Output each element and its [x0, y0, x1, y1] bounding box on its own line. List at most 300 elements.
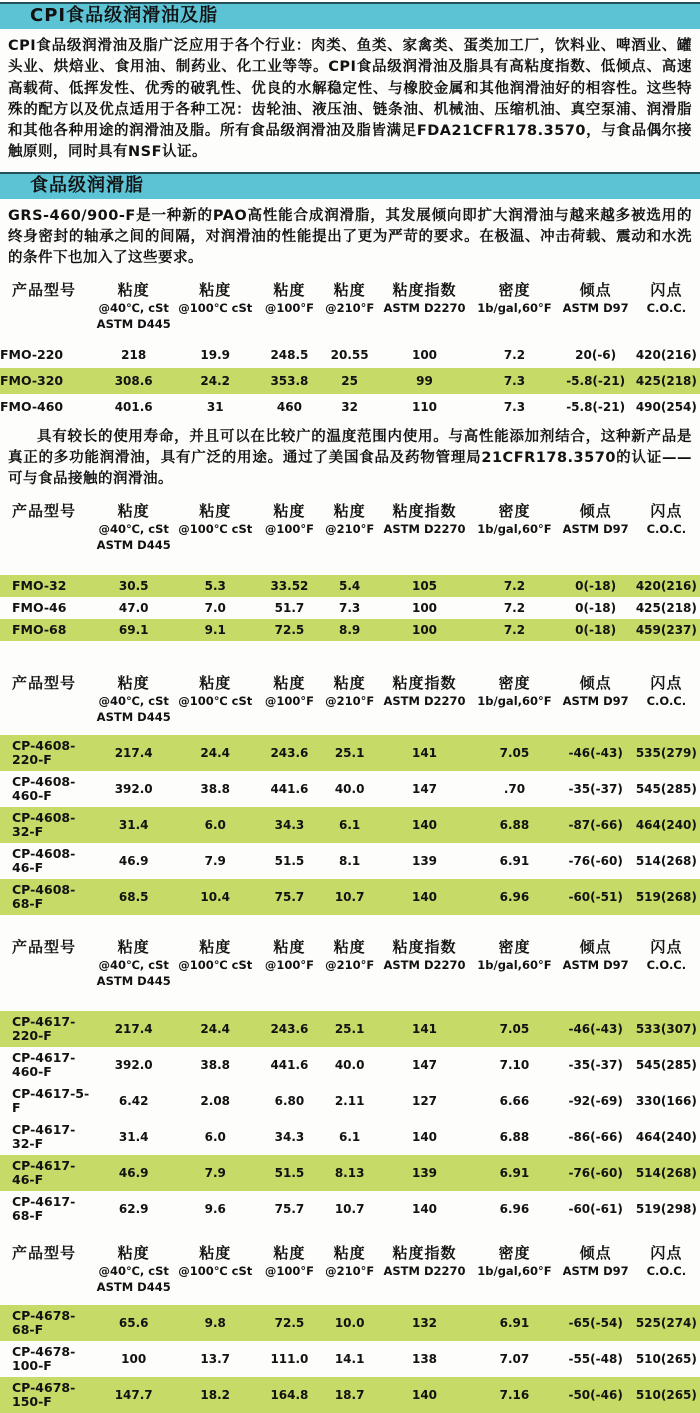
- column-header: [321, 499, 379, 575]
- column-header-sublabel: @100℃ cSt: [178, 521, 253, 536]
- column-header-sublabel: 1b/gal,60°F: [477, 693, 552, 708]
- column-header-sublabel: ASTM D97: [562, 957, 629, 972]
- column-header: [559, 935, 633, 1011]
- product-model-cell: CP-4617-5-F: [12, 1085, 90, 1115]
- column-header-sublabel: C.O.C.: [646, 521, 687, 536]
- column-header-sublabel: @40℃, cSt: [98, 693, 169, 708]
- column-header: [470, 1241, 558, 1305]
- column-header: [95, 671, 172, 735]
- column-header-sublabel: C.O.C.: [646, 957, 687, 972]
- spec-value-cell: 31.4: [118, 1129, 149, 1144]
- column-header: [95, 278, 172, 342]
- column-header-label: 闪点: [650, 1243, 683, 1262]
- column-header-row: [0, 935, 700, 1011]
- column-header: [172, 671, 258, 735]
- spec-value-cell: 0(-18): [575, 600, 617, 615]
- column-header-sublabel: ASTM D2270: [383, 957, 466, 972]
- spec-value-cell: -76(-60): [568, 853, 623, 868]
- product-model-cell: FMO-32: [12, 577, 67, 593]
- column-header-sublabel: ASTM D97: [562, 521, 629, 536]
- product-model-cell: CP-4678-68-F: [12, 1307, 76, 1337]
- spec-value-cell: 72.5: [274, 622, 305, 637]
- column-header-sublabel: 1b/gal,60°F: [477, 521, 552, 536]
- spec-value-cell: 30.5: [118, 578, 149, 593]
- product-model-cell: CP-4678-100-F: [12, 1343, 76, 1373]
- column-header-sublabel: ASTM D2270: [383, 693, 466, 708]
- column-header-label: 粘度: [273, 1243, 306, 1262]
- spec-value-cell: 10.7: [334, 1201, 365, 1216]
- spec-value-cell: 51.5: [274, 1165, 305, 1180]
- column-header-sublabel: ASTM D97: [562, 1263, 629, 1278]
- spec-value-cell: 392.0: [114, 1057, 153, 1072]
- spec-value-cell: 5.4: [338, 578, 361, 593]
- column-header: [633, 935, 700, 1011]
- spec-table-cp4608: [0, 671, 700, 915]
- column-header: [559, 278, 633, 342]
- column-header: [379, 1241, 471, 1305]
- column-header-label: 产品型号: [12, 1243, 77, 1262]
- spec-value-cell: 7.10: [499, 1057, 530, 1072]
- spec-value-cell: 141: [411, 745, 438, 760]
- spec-value-cell: 24.4: [200, 745, 231, 760]
- column-header-label: 密度: [498, 501, 531, 520]
- spec-value-cell: 243.6: [270, 1021, 309, 1036]
- spec-value-cell: 10.0: [334, 1315, 365, 1330]
- column-header-sublabel: @100°F: [264, 300, 314, 315]
- spec-value-cell: 545(285): [635, 781, 697, 796]
- column-header-sublabel: @100°F: [264, 693, 314, 708]
- spec-value-cell: 9.8: [204, 1315, 226, 1330]
- spec-value-cell: 38.8: [200, 1057, 231, 1072]
- spec-value-cell: 47.0: [118, 600, 149, 615]
- spec-table-fmo-light: [0, 499, 700, 641]
- spec-value-cell: 20(-6): [575, 347, 617, 362]
- spec-value-cell: 140: [411, 1387, 438, 1402]
- column-header: [172, 935, 258, 1011]
- column-header: [321, 278, 379, 342]
- mid-paragraph: 具有较长的使用寿命，并且可以在比较广的温度范围内使用。与高性能添加剂结合，这种新产品是真正的多功能润滑油，具有广泛的用途。通过了美国食品及药物管理局21CFR178.3570的认证——可与食品接触的润滑油。: [8, 428, 692, 488]
- spec-value-cell: 7.2: [503, 600, 526, 615]
- spec-value-cell: 441.6: [270, 1057, 309, 1072]
- column-header: [172, 278, 258, 342]
- spec-value-cell: 75.7: [274, 1201, 305, 1216]
- column-header-label: 粘度: [117, 937, 150, 956]
- spec-value-cell: 6.1: [338, 817, 361, 832]
- column-header: [559, 671, 633, 735]
- spec-value-cell: 140: [411, 889, 438, 904]
- spec-value-cell: 7.3: [338, 600, 361, 615]
- column-header-product-model: [0, 278, 95, 342]
- spec-value-cell: 9.1: [204, 622, 226, 637]
- table-row: [0, 394, 700, 420]
- column-header-label: 密度: [498, 1243, 531, 1262]
- column-header: [470, 499, 558, 575]
- column-header-label: 粘度: [273, 673, 306, 692]
- spec-value-cell: 7.9: [204, 1165, 226, 1180]
- column-header: [559, 1241, 633, 1305]
- spec-value-cell: 441.6: [270, 781, 309, 796]
- spec-value-cell: 46.9: [118, 1165, 149, 1180]
- spec-value-cell: -87(-66): [568, 817, 623, 832]
- spec-value-cell: 0(-18): [575, 622, 617, 637]
- column-header-sublabel: @100°F: [264, 521, 314, 536]
- column-header-label: 粘度: [117, 673, 150, 692]
- column-header: [470, 935, 558, 1011]
- table-row: [0, 1341, 700, 1377]
- spec-value-cell: 75.7: [274, 889, 305, 904]
- column-header-sublabel: ASTM D445: [96, 537, 171, 552]
- product-model-cell: CP-4617-46-F: [12, 1157, 76, 1187]
- spec-value-cell: 46.9: [118, 853, 149, 868]
- product-model-cell: CP-4617-32-F: [12, 1121, 76, 1151]
- column-header-label: 倾点: [579, 1243, 612, 1262]
- spec-value-cell: 147: [411, 781, 438, 796]
- spec-value-cell: 25.1: [334, 1021, 365, 1036]
- column-header-sublabel: ASTM D2270: [383, 521, 466, 536]
- column-header-sublabel: ASTM D445: [96, 316, 171, 331]
- table-row: [0, 735, 700, 771]
- spec-value-cell: 25: [341, 373, 358, 388]
- spec-value-cell: 6.91: [499, 853, 530, 868]
- spec-value-cell: 13.7: [200, 1351, 231, 1366]
- table-row: [0, 843, 700, 879]
- spec-value-cell: 519(268): [635, 889, 697, 904]
- spec-value-cell: -5.8(-21): [566, 399, 626, 414]
- column-header-label: 倾点: [579, 280, 612, 299]
- spec-value-cell: -60(-61): [568, 1201, 623, 1216]
- spec-value-cell: 6.91: [499, 1165, 530, 1180]
- spec-value-cell: 100: [121, 1351, 147, 1366]
- spec-value-cell: 51.5: [274, 853, 305, 868]
- column-header-label: 粘度指数: [392, 1243, 457, 1262]
- spec-value-cell: 7.0: [204, 600, 226, 615]
- spec-value-cell: 24.2: [200, 373, 231, 388]
- spec-value-cell: 6.42: [118, 1093, 149, 1108]
- spec-value-cell: 2.11: [334, 1093, 365, 1108]
- spec-value-cell: 62.9: [118, 1201, 149, 1216]
- spec-value-cell: 51.7: [274, 600, 305, 615]
- column-header-sublabel: 1b/gal,60°F: [477, 300, 552, 315]
- spec-value-cell: 7.07: [499, 1351, 530, 1366]
- spec-value-cell: 141: [411, 1021, 438, 1036]
- table-row: [0, 368, 700, 394]
- column-header-label: 粘度: [273, 280, 306, 299]
- spec-value-cell: 535(279): [635, 745, 697, 760]
- column-header-sublabel: ASTM D2270: [383, 300, 466, 315]
- spec-value-cell: 248.5: [270, 347, 309, 362]
- column-header-sublabel: ASTM D445: [96, 1279, 171, 1294]
- column-header-label: 粘度: [199, 280, 232, 299]
- product-model-cell: CP-4617-460-F: [12, 1049, 76, 1079]
- spec-value-cell: 138: [411, 1351, 438, 1366]
- product-model-cell: FMO-46: [12, 599, 67, 615]
- spec-value-cell: 132: [411, 1315, 438, 1330]
- oils-intro-paragraph: CPI食品级润滑油及脂广泛应用于各个行业：肉类、鱼类、家禽类、蛋类加工厂，饮料业、啤酒业、罐头业、烘焙业、食用油、制药业、化工业等等。CPI食品级润滑油及脂具有高粘度指数、低倾点、高速高载荷、低挥发性、优秀的破乳性、优良的水解稳定性、与橡胶金属和其他润滑油好的相容性。这些特殊的配方以及优点适用于各种工况：齿轮油、液压油、链条油、机械油、压缩机油、真空泵浦、润滑脂和其他各种用途的润滑油及脂。所有食品级润滑油及脂皆满足FDA21CFR178.3570，与食品偶尔接触原则，同时具有NSF认证。: [8, 38, 692, 161]
- spec-table-fmo-heavy: [0, 278, 700, 420]
- spec-value-cell: 34.3: [274, 817, 305, 832]
- column-header-label: 粘度: [333, 673, 366, 692]
- spec-value-cell: 6.96: [499, 889, 530, 904]
- spec-value-cell: 425(218): [635, 600, 697, 615]
- column-header-sublabel: @40℃, cSt: [98, 1263, 169, 1278]
- table-row: [0, 771, 700, 807]
- spec-table-cp4678: [0, 1241, 700, 1413]
- column-header-label: 密度: [498, 673, 531, 692]
- spec-value-cell: 217.4: [114, 745, 153, 760]
- spec-value-cell: -55(-48): [568, 1351, 623, 1366]
- column-header: [633, 671, 700, 735]
- column-header: [258, 935, 320, 1011]
- spec-value-cell: 308.6: [114, 373, 153, 388]
- column-header-sublabel: C.O.C.: [646, 300, 687, 315]
- column-header-sublabel: @40℃, cSt: [98, 300, 169, 315]
- table-row: [0, 879, 700, 915]
- column-header: [95, 935, 172, 1011]
- spec-value-cell: -60(-51): [568, 889, 623, 904]
- spec-value-cell: 6.80: [274, 1093, 305, 1108]
- column-header: [379, 671, 471, 735]
- table-row: [0, 597, 700, 619]
- spec-value-cell: 6.88: [499, 817, 530, 832]
- column-header-sublabel: 1b/gal,60°F: [477, 1263, 552, 1278]
- column-header-sublabel: @100℃ cSt: [178, 693, 253, 708]
- spec-value-cell: 218: [121, 347, 147, 362]
- column-header: [379, 278, 471, 342]
- column-header-sublabel: ASTM D97: [562, 300, 629, 315]
- spec-value-cell: 490(254): [635, 399, 697, 414]
- spec-value-cell: 31: [206, 399, 224, 414]
- column-header: [379, 499, 471, 575]
- spec-value-cell: 525(274): [635, 1315, 697, 1330]
- column-header-sublabel: ASTM D97: [562, 693, 629, 708]
- column-header-label: 粘度: [273, 937, 306, 956]
- section-title-grease: 食品级润滑脂: [30, 174, 144, 196]
- spec-value-cell: 99: [416, 373, 433, 388]
- column-header-label: 粘度: [117, 280, 150, 299]
- column-header-sublabel: @40℃, cSt: [98, 521, 169, 536]
- spec-value-cell: 353.8: [270, 373, 309, 388]
- spec-value-cell: 7.05: [499, 1021, 530, 1036]
- grease-intro-paragraph: GRS-460/900-F是一种新的PAO高性能合成润滑脂，其发展倾向即扩大润滑油与越来越多被选用的终身密封的轴承之间的间隔，对润滑油的性能提出了更为严苛的要求。在极温、冲击荷载、震动和水洗的条件下也加入了这些要求。: [8, 207, 692, 267]
- product-model-cell: CP-4608-32-F: [12, 809, 76, 839]
- spec-value-cell: 6.66: [499, 1093, 530, 1108]
- column-header-row: [0, 499, 700, 575]
- section-title-oils: CPI食品级润滑油及脂: [30, 5, 219, 26]
- spec-value-cell: -35(-37): [568, 781, 623, 796]
- spec-value-cell: 140: [411, 1201, 438, 1216]
- spec-value-cell: 459(237): [635, 622, 697, 637]
- spec-value-cell: 72.5: [274, 1315, 305, 1330]
- spec-value-cell: 20.55: [330, 347, 369, 362]
- spec-value-cell: -76(-60): [568, 1165, 623, 1180]
- column-header-label: 倾点: [579, 501, 612, 520]
- table-row: [0, 619, 700, 641]
- table-row: [0, 575, 700, 597]
- column-header-label: 产品型号: [12, 501, 77, 520]
- spec-value-cell: 100: [411, 622, 438, 637]
- column-header: [470, 671, 558, 735]
- column-header-label: 粘度: [199, 501, 232, 520]
- spec-value-cell: 464(240): [635, 1129, 697, 1144]
- spec-value-cell: 464(240): [635, 817, 697, 832]
- column-header-row: [0, 278, 700, 342]
- column-header-label: 倾点: [579, 673, 612, 692]
- column-header-sublabel: @100℃ cSt: [178, 957, 253, 972]
- product-model-cell: FMO-460: [0, 398, 64, 414]
- product-model-cell: CP-4608-220-F: [12, 737, 76, 767]
- spec-value-cell: -46(-43): [568, 1021, 623, 1036]
- spec-value-cell: 105: [411, 578, 438, 593]
- column-header-sublabel: C.O.C.: [646, 1263, 687, 1278]
- spec-value-cell: -65(-54): [568, 1315, 623, 1330]
- product-model-cell: CP-4608-460-F: [12, 773, 76, 803]
- section-header-bar-oils: [0, 2, 700, 29]
- spec-value-cell: 401.6: [114, 399, 153, 414]
- spec-value-cell: 514(268): [635, 853, 697, 868]
- column-header-label: 产品型号: [12, 937, 77, 956]
- spec-value-cell: 14.1: [334, 1351, 365, 1366]
- spec-value-cell: 65.6: [118, 1315, 149, 1330]
- column-header-product-model: [0, 499, 95, 575]
- spec-value-cell: 460: [276, 399, 302, 414]
- spec-value-cell: 7.9: [204, 853, 226, 868]
- column-header-sublabel: @40℃, cSt: [98, 957, 169, 972]
- spec-table-cp4617: [0, 935, 700, 1227]
- column-header-sublabel: @210°F: [325, 300, 375, 315]
- product-model-cell: FMO-320: [0, 372, 64, 388]
- spec-value-cell: 6.88: [499, 1129, 530, 1144]
- spec-value-cell: 6.0: [204, 817, 226, 832]
- column-header-label: 闪点: [650, 937, 683, 956]
- spec-value-cell: 6.91: [499, 1315, 530, 1330]
- spec-value-cell: 0(-18): [575, 578, 617, 593]
- spec-value-cell: 18.2: [200, 1387, 231, 1402]
- spec-value-cell: 9.6: [204, 1201, 226, 1216]
- spec-value-cell: 31.4: [118, 817, 149, 832]
- product-model-cell: CP-4617-220-F: [12, 1013, 76, 1043]
- spec-value-cell: -46(-43): [568, 745, 623, 760]
- column-header-sublabel: @210°F: [325, 521, 375, 536]
- spec-value-cell: 533(307): [635, 1021, 697, 1036]
- spec-value-cell: 7.05: [499, 745, 530, 760]
- spec-value-cell: 33.52: [270, 578, 309, 593]
- column-header: [321, 935, 379, 1011]
- column-header: [258, 671, 320, 735]
- column-header-label: 闪点: [650, 501, 683, 520]
- table-row: [0, 1191, 700, 1227]
- column-header-label: 粘度指数: [392, 501, 457, 520]
- column-header: [633, 278, 700, 342]
- spec-value-cell: 140: [411, 817, 438, 832]
- column-header-sublabel: @100℃ cSt: [178, 300, 253, 315]
- spec-value-cell: 68.5: [118, 889, 149, 904]
- spec-value-cell: 164.8: [270, 1387, 309, 1402]
- column-header-product-model: [0, 935, 95, 1011]
- column-header-sublabel: ASTM D2270: [383, 1263, 466, 1278]
- spec-value-cell: 510(265): [635, 1387, 697, 1402]
- column-header-label: 闪点: [650, 280, 683, 299]
- spec-value-cell: 420(216): [635, 578, 697, 593]
- column-header: [633, 499, 700, 575]
- column-header: [258, 499, 320, 575]
- spec-value-cell: 34.3: [274, 1129, 305, 1144]
- column-header-label: 闪点: [650, 673, 683, 692]
- section-header-bar-grease: [0, 172, 700, 199]
- spec-value-cell: 217.4: [114, 1021, 153, 1036]
- column-header: [559, 499, 633, 575]
- spec-value-cell: 140: [411, 1129, 438, 1144]
- table-row: [0, 1377, 700, 1413]
- column-header-label: 粘度: [333, 1243, 366, 1262]
- spec-value-cell: 392.0: [114, 781, 153, 796]
- spec-value-cell: -35(-37): [568, 1057, 623, 1072]
- spec-value-cell: 10.4: [200, 889, 231, 904]
- spec-value-cell: 139: [411, 853, 438, 868]
- product-model-cell: FMO-68: [12, 621, 67, 637]
- spec-value-cell: 127: [411, 1093, 438, 1108]
- spec-value-cell: 38.8: [200, 781, 231, 796]
- table-row: [0, 1305, 700, 1341]
- column-header-label: 粘度: [333, 501, 366, 520]
- spec-value-cell: 8.9: [338, 622, 361, 637]
- spec-value-cell: 2.08: [200, 1093, 231, 1108]
- spec-value-cell: 24.4: [200, 1021, 231, 1036]
- table-row: [0, 1155, 700, 1191]
- column-header: [95, 1241, 172, 1305]
- column-header: [258, 1241, 320, 1305]
- spec-value-cell: 32: [341, 399, 358, 414]
- spec-value-cell: 545(285): [635, 1057, 697, 1072]
- column-header: [321, 671, 379, 735]
- column-header-label: 粘度指数: [392, 937, 457, 956]
- spec-value-cell: 7.3: [503, 399, 526, 414]
- column-header-sublabel: @210°F: [325, 693, 375, 708]
- column-header: [633, 1241, 700, 1305]
- spec-value-cell: 6.96: [499, 1201, 530, 1216]
- column-header-label: 产品型号: [12, 673, 77, 692]
- table-row: [0, 1119, 700, 1155]
- column-header-label: 粘度: [199, 673, 232, 692]
- spec-value-cell: 330(166): [635, 1093, 697, 1108]
- spec-value-cell: 147.7: [114, 1387, 153, 1402]
- column-header-label: 粘度: [117, 501, 150, 520]
- column-header-label: 粘度: [199, 937, 232, 956]
- column-header-sublabel: @210°F: [325, 1263, 375, 1278]
- spec-value-cell: 110: [411, 399, 438, 414]
- spec-value-cell: 69.1: [118, 622, 149, 637]
- column-header-sublabel: 1b/gal,60°F: [477, 957, 552, 972]
- column-header-label: 粘度指数: [392, 673, 457, 692]
- spec-value-cell: 100: [411, 600, 438, 615]
- table-row: [0, 807, 700, 843]
- spec-value-cell: -5.8(-21): [566, 373, 626, 388]
- column-header-product-model: [0, 671, 95, 735]
- column-header: [95, 499, 172, 575]
- column-header-row: [0, 671, 700, 735]
- table-row: [0, 342, 700, 368]
- spec-value-cell: 514(268): [635, 1165, 697, 1180]
- column-header-label: 倾点: [579, 937, 612, 956]
- product-model-cell: CP-4608-68-F: [12, 881, 76, 911]
- column-header-label: 粘度: [273, 501, 306, 520]
- spec-value-cell: 100: [411, 347, 438, 362]
- spec-value-cell: 5.3: [204, 578, 226, 593]
- column-header-label: 产品型号: [12, 280, 77, 299]
- spec-value-cell: 243.6: [270, 745, 309, 760]
- spec-value-cell: 10.7: [334, 889, 365, 904]
- column-header: [172, 499, 258, 575]
- column-header: [258, 278, 320, 342]
